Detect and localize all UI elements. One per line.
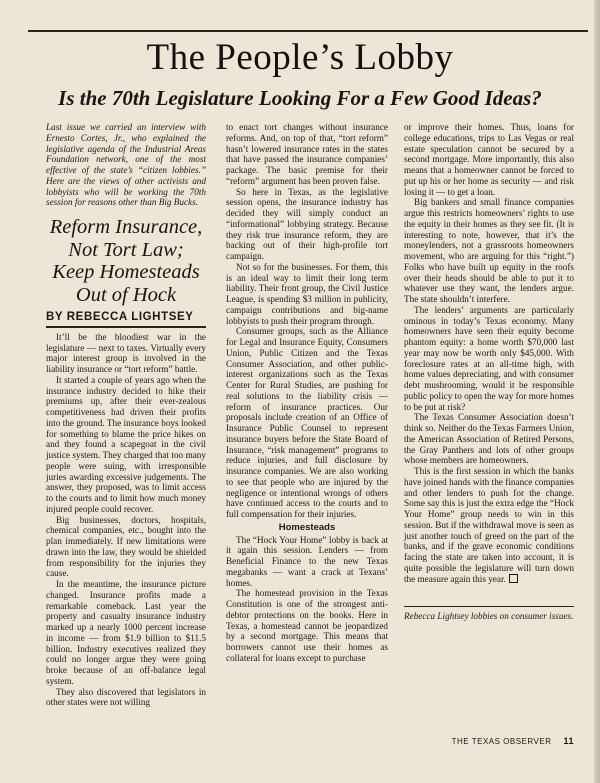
body-paragraph: or improve their homes. Thus, loans for college educations, trips to Las Vegas or real estate speculation cannot be secured by a second mortgage. More importantly, this also means that a homeowner cannot be forced to put up his or her home as security — and risk losing it — to get a loan. [404, 122, 574, 197]
body-paragraph: So here in Texas, as the legislative session opens, the insurance industry has decided they will simply conduct an “informational” lobbying strategy. Because they risk true insurance reform, they are backing out of their high-profile tort campaign. [226, 186, 388, 261]
body-paragraph: Big businesses, doctors, hospitals, chemical companies, etc., bought into the plan immediately. If new limitations were drawn into the law, they would be shielded from responsibility for the injuries they cause. [46, 514, 206, 579]
tagline-rule [404, 606, 574, 607]
article-title: The People’s Lobby [146, 37, 454, 78]
body-paragraph: The lenders’ arguments are particularly ominous in today’s Texas economy. Many homeowners have seen their equity become phantom equity: a home worth $70,000 last year may now be worth only $45,000. With foreclosure rates at an all-time high, with home values depreciating, and with consumer debt mushrooming, would it be responsible public policy to open the way for more homes to be put at risk? [404, 304, 574, 412]
body-paragraph: Consumer groups, such as the Alliance for Legal and Insurance Equity, Consumers Union, Public Citizen and the Texas Consumer Association, and other public-interest organizations such as the Texas Center for Rural Studies, are pushing for real solutions to the liability crisis — reform of insurance practices. Our proposals include creation of an Office of Insurance Public Counsel to represent insurance buyers before the State Board of Insurance, “risk management” programs to reduce injuries, and full disclosure by insurance companies. We are also working to see that people who are injured by the negligence or intentional wrongs of others have continued access to the courts and to full compensation for their injuries. [226, 326, 388, 519]
intro-text: Last issue we carried an interview with Ernesto Cortes, Jr., who explained the legislative agenda of the Industrial Areas Foundation network, one of the most effective of the state’s “citizen lobbies.” Here are the views of other activists and lobbyists who will be working the 70th session for reasons other than Big Bucks. [46, 122, 206, 208]
page-footer [404, 736, 574, 746]
body-paragraph: The homestead provision in the Texas Constitution is one of the strongest anti-debtor protections on the books. Here in Texas, a homestead cannot be jeopardized by a second mortgage. This means that borrowers cannot use their homes as collateral for loans except to purchase [226, 588, 388, 663]
byline-rule [46, 326, 206, 328]
publication-name: THE TEXAS OBSERVER [451, 737, 552, 746]
article-subtitle: Is the 70th Legislature Looking For a Few Good Ideas? [58, 86, 542, 110]
page-number: 11 [563, 736, 574, 746]
page-edge-shadow [594, 0, 600, 783]
byline: BY REBECCA LIGHTSEY [46, 311, 194, 323]
body-paragraph: Big bankers and small finance companies argue this restricts homeowners’ rights to use the equity in their homes as they see fit. (It is interesting to note, however, that it’s the moneylenders, not a grassroots homeowners movement, who are arguing for this “right.”) Folks who have built up equity in the roofs over their heads should be able to put it to whatever use they want, the lenders argue. The state shouldn’t interfere. [404, 197, 574, 304]
section-subhead: Homesteads [278, 521, 336, 533]
body-paragraph-last [404, 466, 574, 584]
body-paragraph: It’ll be the bloodiest war in the legislature — next to taxes. Virtually every major interest group is involved in the liability insurance or “tort reform” battle. [46, 331, 206, 374]
body-paragraph: to enact tort changes without insurance reforms. And, on top of that, “tort reform” hasn’t lowered insurance rates in the states that have passed the insurance companies’ package. The basic premise for their “reform” argument has been proven false. [226, 122, 388, 186]
body-paragraph: The Texas Consumer Association doesn’t think so. Neither do the Texas Farmers Union, the American Association of Retired Persons, the Gray Panthers and lots of other groups whose members are homeowners. [404, 412, 574, 466]
column-3 [404, 122, 574, 622]
body-paragraph: They also discovered that legislators in other states were not willing [46, 686, 206, 708]
body-paragraph: In the meantime, the insurance picture changed. Insurance profits made a remarkable comeback. Last year the property and casualty insurance industry marked up a nearly 1000 percent increase in income — from $1.9 billion to $11.5 billion. Industry executives realized they could no longer argue they were going broke because of an off-balance legal system. [46, 579, 206, 686]
body-paragraph: It started a couple of years ago when the insurance industry decided to hike their premiums up, after their ever-zealous competitiveness had driven their profits into the ground. The insurance boys looked for something to blame the price hikes on and they found a scapegoat in the civil justice system. They charged that too many people were suing, with irresponsible juries awarding excessive judgements. The answer, they proposed, was to limit access to the courts and to limit how much money injured people could recover. [46, 374, 206, 514]
body-paragraph: Not so for the businesses. For them, this is an ideal way to limit their long term liability. Their front group, the Civil Justice League, is spending $3 million in publicity, campaign contributions and big-name lobbyists to push their program through. [226, 261, 388, 326]
last-paragraph-text: This is the first session in which the banks have joined hands with the finance companies and other lenders to push for the change. Some say this is just the extra edge the “Hock Your Home” group needs to win in this session. But if the withdrawal move is seen as just another touch of greed on the part of the banks, and if the grave economic conditions facing the state are taken into account, it is quite possible the legislature will turn down the measure again this year. [404, 466, 574, 584]
author-tagline: Rebecca Lightsey lobbies on consumer issues. [404, 611, 574, 622]
end-mark-icon [509, 574, 518, 583]
top-rule [28, 30, 588, 32]
body-paragraph: The “Hock Your Home” lobby is back at it again this session. Lenders — from Beneficial Finance to the new Texas megabanks — want a crack at Texans’ homes. [226, 534, 388, 588]
column-2 [226, 122, 388, 664]
column-1 [46, 122, 206, 708]
article-headline: Reform Insurance, Not Tort Law; Keep Homesteads Out of Hock [49, 216, 203, 306]
